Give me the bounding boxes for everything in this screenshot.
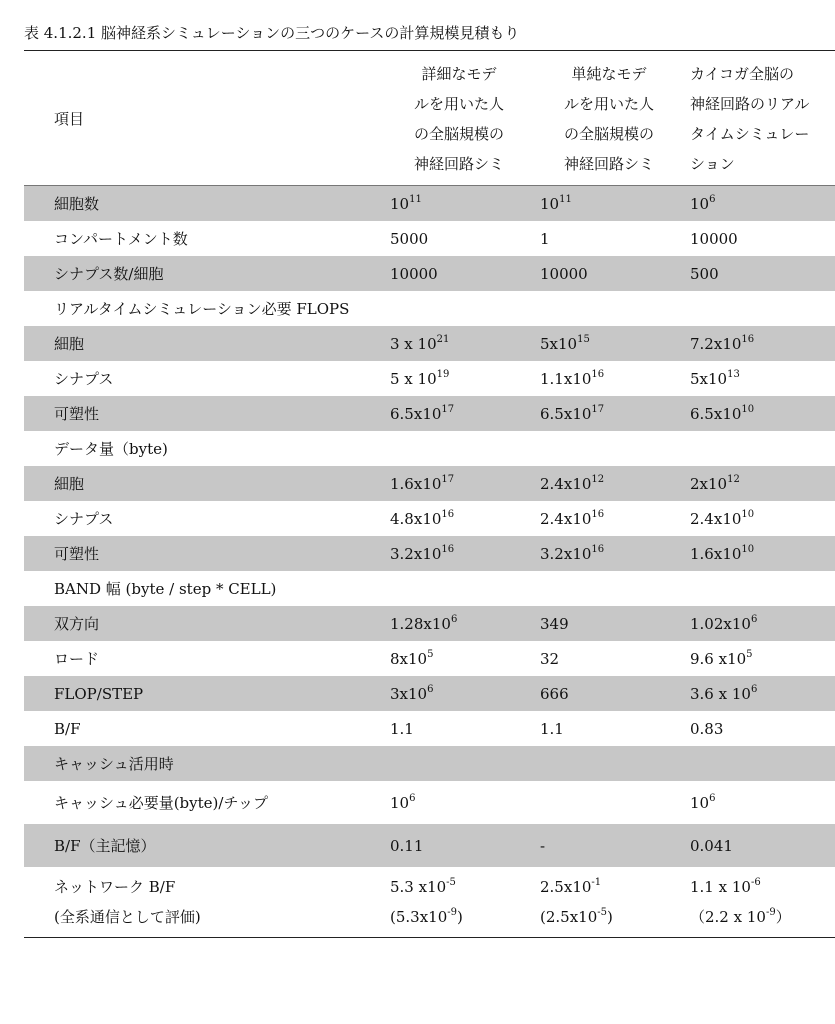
estimate-table bbox=[24, 50, 835, 938]
value-cell: $3x10^6$ bbox=[384, 676, 534, 711]
row-label-cell: 細胞数 bbox=[24, 186, 384, 222]
header-line: ション bbox=[690, 155, 735, 173]
row-label-cell: シナプス bbox=[54, 510, 114, 528]
row-label-cell: BAND 幅 (byte / step * CELL) bbox=[54, 580, 277, 598]
table-row bbox=[24, 256, 835, 291]
header-line: ルを用いた人 bbox=[563, 95, 654, 113]
header-line: の全脳規模の bbox=[413, 125, 504, 143]
row-label-cell: シナプス数/細胞 bbox=[24, 256, 384, 291]
row-label-cell: 双方向 bbox=[24, 606, 384, 641]
value-cell: $1.02x10^6$ bbox=[684, 606, 835, 641]
value-cell: $7.2x10^{16}$ bbox=[684, 326, 835, 361]
value-cell bbox=[384, 746, 534, 781]
value-cell: 10000 bbox=[690, 229, 738, 248]
header-line: 単純なモデ bbox=[571, 65, 647, 83]
value-cell: $3.2x10^{16}$ bbox=[384, 536, 534, 571]
value-cell bbox=[534, 867, 684, 937]
cell-line: （2.2 x $10^{-9}$） bbox=[690, 907, 791, 926]
value-cell: 10000 bbox=[534, 256, 684, 291]
header-line: タイムシミュレー bbox=[690, 125, 810, 143]
cell-line: $(5.3x10^{-9})$ bbox=[390, 907, 463, 926]
value-cell bbox=[384, 571, 534, 606]
table-row bbox=[24, 466, 835, 501]
value-cell bbox=[684, 746, 835, 781]
value-cell: $6.5x10^{10}$ bbox=[684, 396, 835, 431]
header-line: カイコガ全脳の bbox=[690, 65, 794, 83]
header-line: 神経回路のリアル bbox=[690, 95, 810, 113]
value-cell: $10^6$ bbox=[684, 186, 835, 222]
table-row bbox=[24, 824, 835, 867]
table-row bbox=[24, 501, 835, 536]
value-cell: $5x10^{15}$ bbox=[534, 326, 684, 361]
table-row bbox=[24, 746, 835, 781]
table-caption: 表 4.1.2.1 脳神経系シミュレーションの三つのケースの計算規模見積もり bbox=[24, 24, 520, 42]
row-label-cell: データ量（byte) bbox=[54, 440, 168, 458]
table-row bbox=[24, 867, 835, 937]
value-cell: $10^{11}$ bbox=[384, 186, 534, 222]
table-row bbox=[24, 396, 835, 431]
cell-line: (全系通信として評価) bbox=[54, 908, 201, 926]
row-label-cell: シナプス bbox=[54, 370, 114, 388]
table-row bbox=[24, 711, 835, 746]
value-cell: 3.6 x $10^6$ bbox=[684, 676, 835, 711]
row-label-cell: リアルタイムシミュレーション必要 FLOPS bbox=[54, 300, 350, 318]
value-cell: $3.2x10^{16}$ bbox=[534, 536, 684, 571]
value-cell: 5000 bbox=[390, 229, 429, 248]
value-cell: $2.4x10^{16}$ bbox=[540, 508, 605, 528]
value-cell: $6.5x10^{17}$ bbox=[384, 396, 534, 431]
value-cell: 0.041 bbox=[684, 824, 835, 867]
cell-line: $(2.5x10^{-5})$ bbox=[540, 907, 613, 926]
header-item-label: 項目 bbox=[24, 51, 384, 186]
value-cell: $10^{11}$ bbox=[534, 186, 684, 222]
row-label-cell: 細胞 bbox=[24, 466, 384, 501]
row-label-cell: キャッシュ必要量(byte)/チップ bbox=[54, 794, 268, 812]
header-col-simple-model bbox=[534, 51, 684, 186]
value-cell bbox=[384, 431, 534, 466]
value-cell: $2.4x10^{12}$ bbox=[534, 466, 684, 501]
table-row bbox=[24, 641, 835, 676]
value-cell bbox=[684, 291, 835, 326]
cell-line: $2.5x10^{-1}$ bbox=[540, 877, 602, 896]
value-cell bbox=[684, 431, 835, 466]
header-col-silkmoth-brain bbox=[684, 51, 835, 186]
value-cell: 1.1 bbox=[540, 719, 564, 738]
table-row bbox=[24, 431, 835, 466]
value-cell bbox=[534, 746, 684, 781]
table-row bbox=[24, 676, 835, 711]
cell-line: ネットワーク B/F bbox=[54, 878, 176, 896]
value-cell: $2x10^{12}$ bbox=[684, 466, 835, 501]
row-label-cell bbox=[24, 867, 384, 937]
row-label-cell: FLOP/STEP bbox=[24, 676, 384, 711]
value-cell: 9.6 $x10^5$ bbox=[690, 648, 753, 668]
header-line: 神経回路シミ bbox=[413, 155, 504, 173]
value-cell: 0.83 bbox=[690, 719, 724, 738]
value-cell: $1.6x10^{10}$ bbox=[684, 536, 835, 571]
value-cell bbox=[384, 291, 534, 326]
row-label-cell: B/F（主記憶） bbox=[24, 824, 384, 867]
table-row bbox=[24, 186, 835, 222]
value-cell: $1.6x10^{17}$ bbox=[384, 466, 534, 501]
value-cell: 3 x $10^{21}$ bbox=[384, 326, 534, 361]
row-label-cell: ロード bbox=[54, 650, 100, 668]
header-line: の全脳規模の bbox=[563, 125, 654, 143]
value-cell: 5 x $10^{19}$ bbox=[390, 368, 450, 388]
value-cell: 666 bbox=[534, 676, 684, 711]
cell-line: 5.3 $x10^{-5}$ bbox=[390, 877, 456, 896]
row-label-cell: B/F bbox=[54, 719, 81, 738]
value-cell: 1 bbox=[540, 229, 550, 248]
value-cell: $10^6$ bbox=[390, 792, 416, 812]
table-row bbox=[24, 291, 835, 326]
value-cell: 10000 bbox=[384, 256, 534, 291]
row-label-cell: キャッシュ活用時 bbox=[24, 746, 384, 781]
table-row bbox=[24, 536, 835, 571]
value-cell: $8x10^5$ bbox=[390, 648, 434, 668]
value-cell bbox=[534, 571, 684, 606]
value-cell: $4.8x10^{16}$ bbox=[390, 508, 455, 528]
header-col-detailed-model bbox=[384, 51, 534, 186]
table-row bbox=[24, 606, 835, 641]
value-cell: 1.1 bbox=[390, 719, 414, 738]
table-row bbox=[24, 326, 835, 361]
header-line: 詳細なモデ bbox=[421, 65, 497, 83]
value-cell bbox=[684, 571, 835, 606]
value-cell: $1.28x10^6$ bbox=[384, 606, 534, 641]
table-row bbox=[24, 361, 835, 396]
value-cell: - bbox=[534, 824, 684, 867]
value-cell: $2.4x10^{10}$ bbox=[690, 508, 755, 528]
value-cell: $6.5x10^{17}$ bbox=[534, 396, 684, 431]
row-label-cell: コンパートメント数 bbox=[54, 230, 188, 248]
table-row bbox=[24, 571, 835, 606]
header-line: ルを用いた人 bbox=[413, 95, 504, 113]
cell-line: 1.1 x $10^{-6}$ bbox=[690, 877, 761, 896]
row-label-cell: 可塑性 bbox=[24, 536, 384, 571]
table-row bbox=[24, 221, 835, 256]
value-cell bbox=[534, 291, 684, 326]
header-line: 神経回路シミ bbox=[563, 155, 654, 173]
value-cell: 349 bbox=[534, 606, 684, 641]
value-cell: 0.11 bbox=[384, 824, 534, 867]
value-cell bbox=[534, 781, 684, 824]
table-header-row bbox=[24, 51, 835, 186]
table-row bbox=[24, 781, 835, 824]
row-label-cell: 細胞 bbox=[24, 326, 384, 361]
value-cell bbox=[684, 867, 835, 937]
value-cell: 32 bbox=[540, 649, 560, 668]
value-cell bbox=[534, 431, 684, 466]
value-cell: $10^6$ bbox=[690, 792, 716, 812]
value-cell: $5x10^{13}$ bbox=[690, 368, 740, 388]
value-cell: 500 bbox=[684, 256, 835, 291]
value-cell bbox=[384, 867, 534, 937]
row-label-cell: 可塑性 bbox=[24, 396, 384, 431]
value-cell: $1.1x10^{16}$ bbox=[540, 368, 605, 388]
